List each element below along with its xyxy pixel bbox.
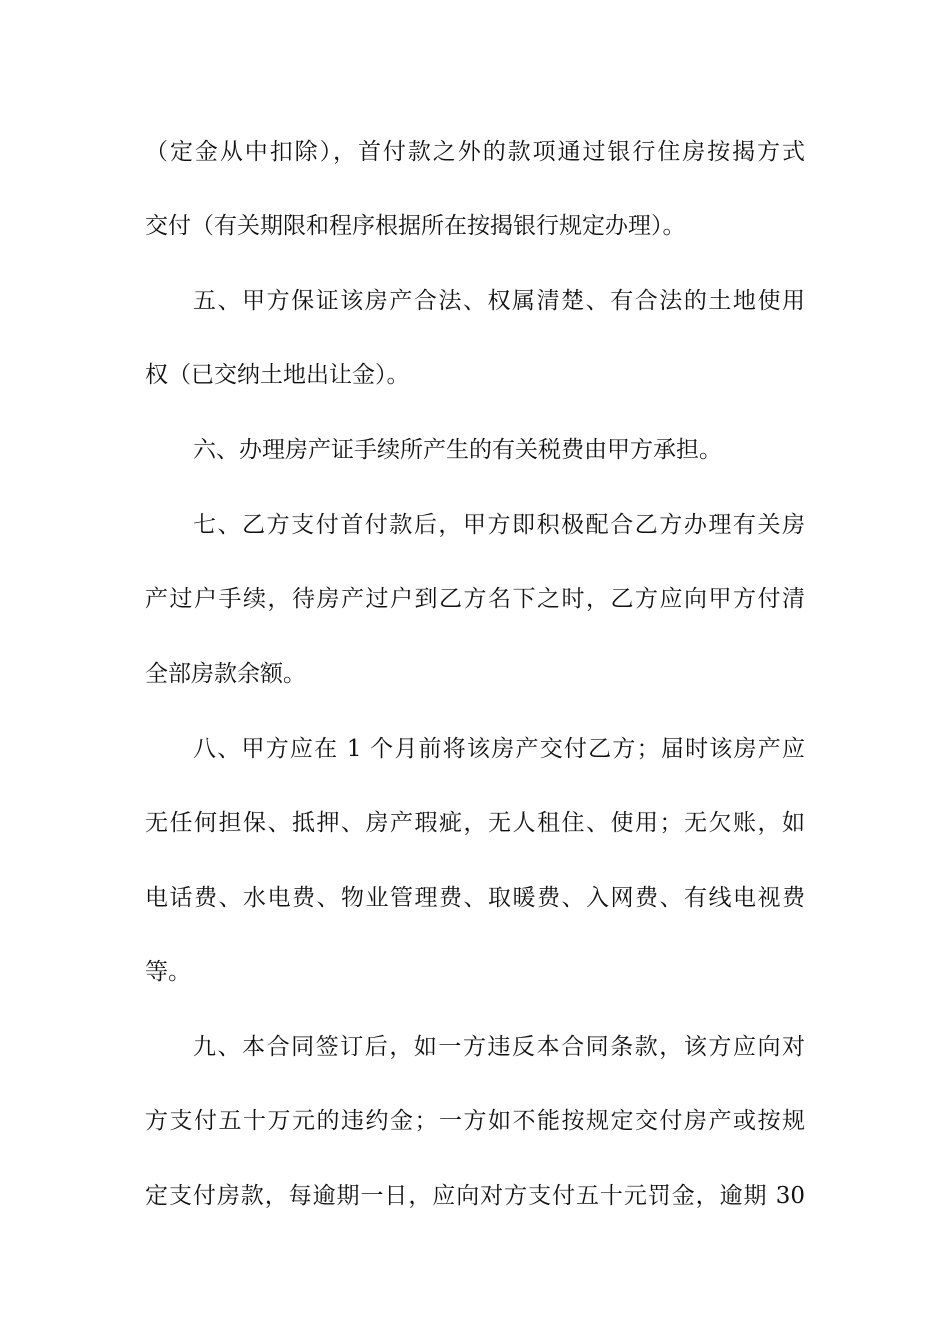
clause-8-line: 八、甲方应在 1 个月前将该房产交付乙方；届时该房产应	[193, 736, 805, 762]
clause-7-line: 七、乙方支付首付款后，甲方即积极配合乙方办理有关房	[193, 512, 805, 538]
paragraph-line: 交付（有关期限和程序根据所在按揭银行规定办理）。	[145, 213, 686, 239]
paragraph-line: 全部房款余额。	[145, 661, 306, 687]
paragraph-line: 定支付房款，每逾期一日，应向对方支付五十元罚金，逾期 30	[145, 1183, 805, 1209]
paragraph-line: 权（已交纳土地出让金）。	[145, 362, 410, 388]
paragraph-line: 等。	[145, 959, 191, 985]
clause-9-line: 九、本合同签订后，如一方违反本合同条款，该方应向对	[193, 1034, 805, 1060]
paragraph-line: 方支付五十万元的违约金；一方如不能按规定交付房产或按规	[145, 1108, 805, 1134]
paragraph-line: 产过户手续，待房产过户到乙方名下之时，乙方应向甲方付清	[145, 586, 805, 612]
paragraph-line: 电话费、水电费、物业管理费、取暖费、入网费、有线电视费	[145, 885, 805, 911]
clause-6-line: 六、办理房产证手续所产生的有关税费由甲方承担。	[193, 437, 722, 463]
paragraph-line: （定金从中扣除），首付款之外的款项通过银行住房按揭方式	[145, 139, 805, 165]
paragraph-line: 无任何担保、抵押、房产瑕疵，无人租住、使用；无欠账，如	[145, 810, 805, 836]
clause-5-line: 五、甲方保证该房产合法、权属清楚、有合法的土地使用	[193, 288, 805, 314]
